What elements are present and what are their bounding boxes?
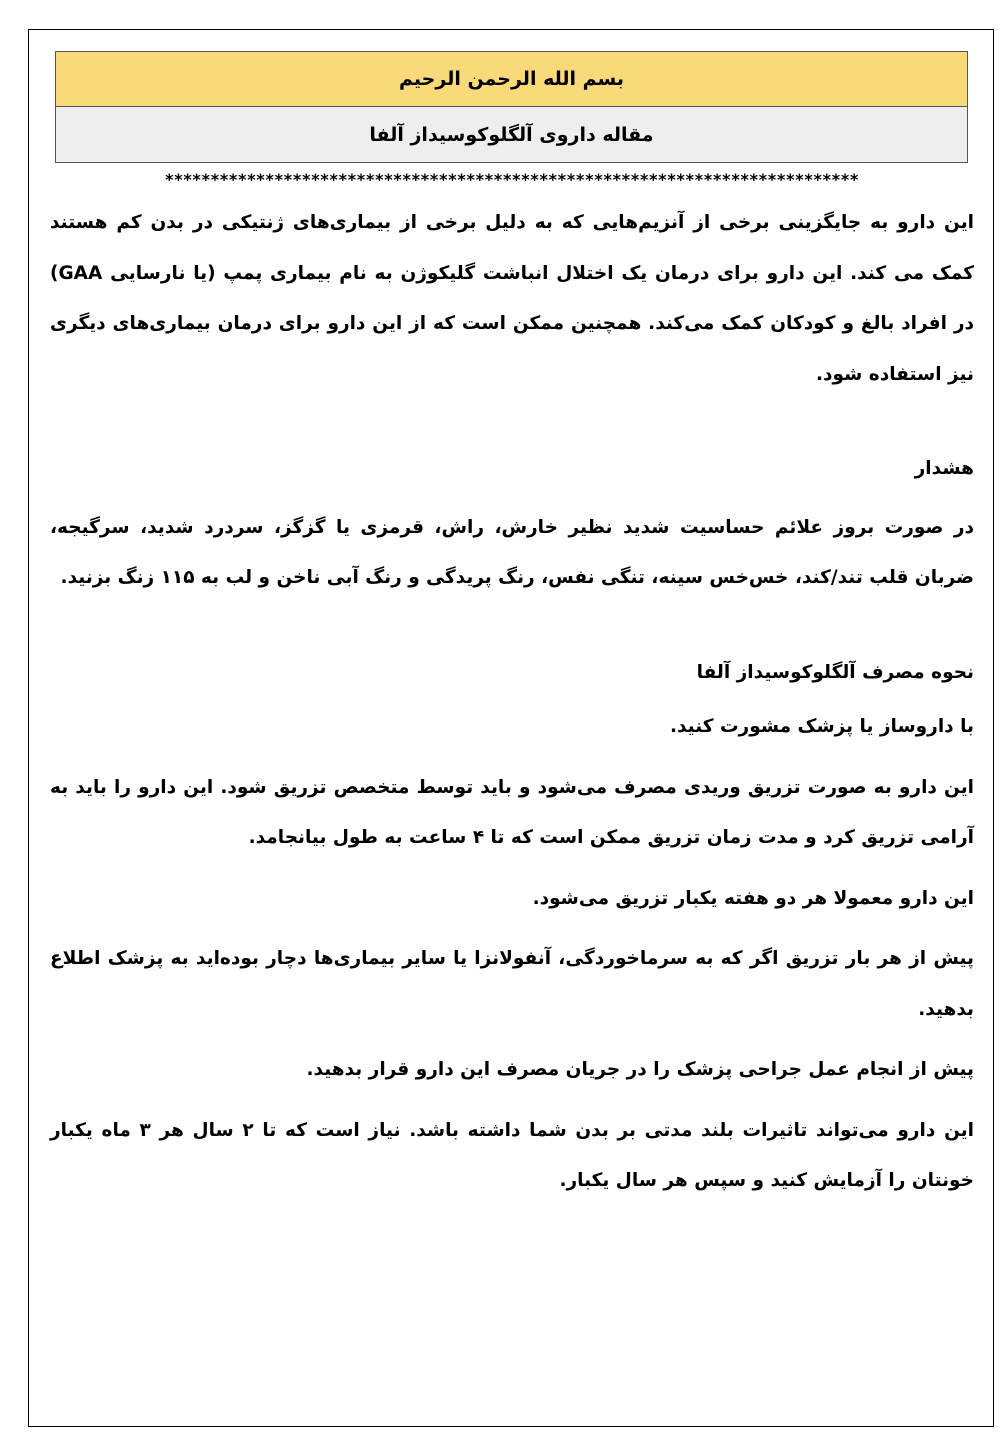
usage-paragraph: پیش از هر بار تزریق اگر که به سرماخوردگی، آنفولانزا یا سایر بیماری‌ها دچار بوده‌اید به پزشک اطلاع بدهید.	[50, 948, 974, 1020]
warning-heading: هشدار	[914, 458, 974, 479]
basmala: بسم الله الرحمن الرحیم	[56, 52, 967, 107]
article-body	[50, 198, 974, 1207]
intro-paragraph: این دارو به جایگزینی برخی از آنزیم‌هایی که به دلیل برخی از بیماری‌های ژنتیکی در بدن کم هستند کمک می کند. این دارو برای درمان یک اختلال انباشت گلیکوژن به نام بیماری پمپ (یا نارسایی GAA) در افراد بالغ و کودکان کمک می‌کند. همچنین ممکن است که از این دارو برای درمان بیماری‌های دیگری نیز استفاده شود.	[50, 212, 974, 385]
usage-paragraph: این دارو معمولا هر دو هفته یکبار تزریق می‌شود.	[532, 887, 974, 909]
article-title: مقاله داروی آلگلوکوسیداز آلفا	[56, 107, 967, 162]
usage-paragraph: این دارو می‌تواند تاثیرات بلند مدتی بر بدن شما داشته باشد. نیاز است که تا ۲ سال هر ۳ ماه یکبار خونتان را آزمایش کنید و سپس هر سال یکبار.	[50, 1119, 974, 1191]
usage-paragraph: با داروساز یا پزشک مشورت کنید.	[669, 716, 974, 737]
usage-paragraph: پیش از انجام عمل جراحی پزشک را در جریان مصرف این دارو قرار بدهید.	[306, 1059, 974, 1080]
usage-heading: نحوه مصرف آلگلوکوسیداز آلفا	[696, 661, 974, 683]
usage-paragraph: این دارو به صورت تزریق وریدی مصرف می‌شود و باید توسط متخصص تزریق شود. این دارو را باید به آرامی تزریق کرد و مدت زمان تزریق ممکن است که تا ۴ ساعت به طول بیانجامد.	[50, 776, 974, 848]
separator: ****************************************************************************	[164, 170, 859, 189]
warning-paragraph: در صورت بروز علائم حساسیت شدید نظیر خارش، راش، قرمزی یا گزگز، سردرد شدید، سرگیجه، ضربان قلب تند/کند، خس‌خس سینه، تنگی نفس، رنگ پریدگی و رنگ آبی ناخن و لب به ۱۱۵ زنگ بزنید.	[50, 516, 974, 588]
header-table	[55, 51, 968, 163]
